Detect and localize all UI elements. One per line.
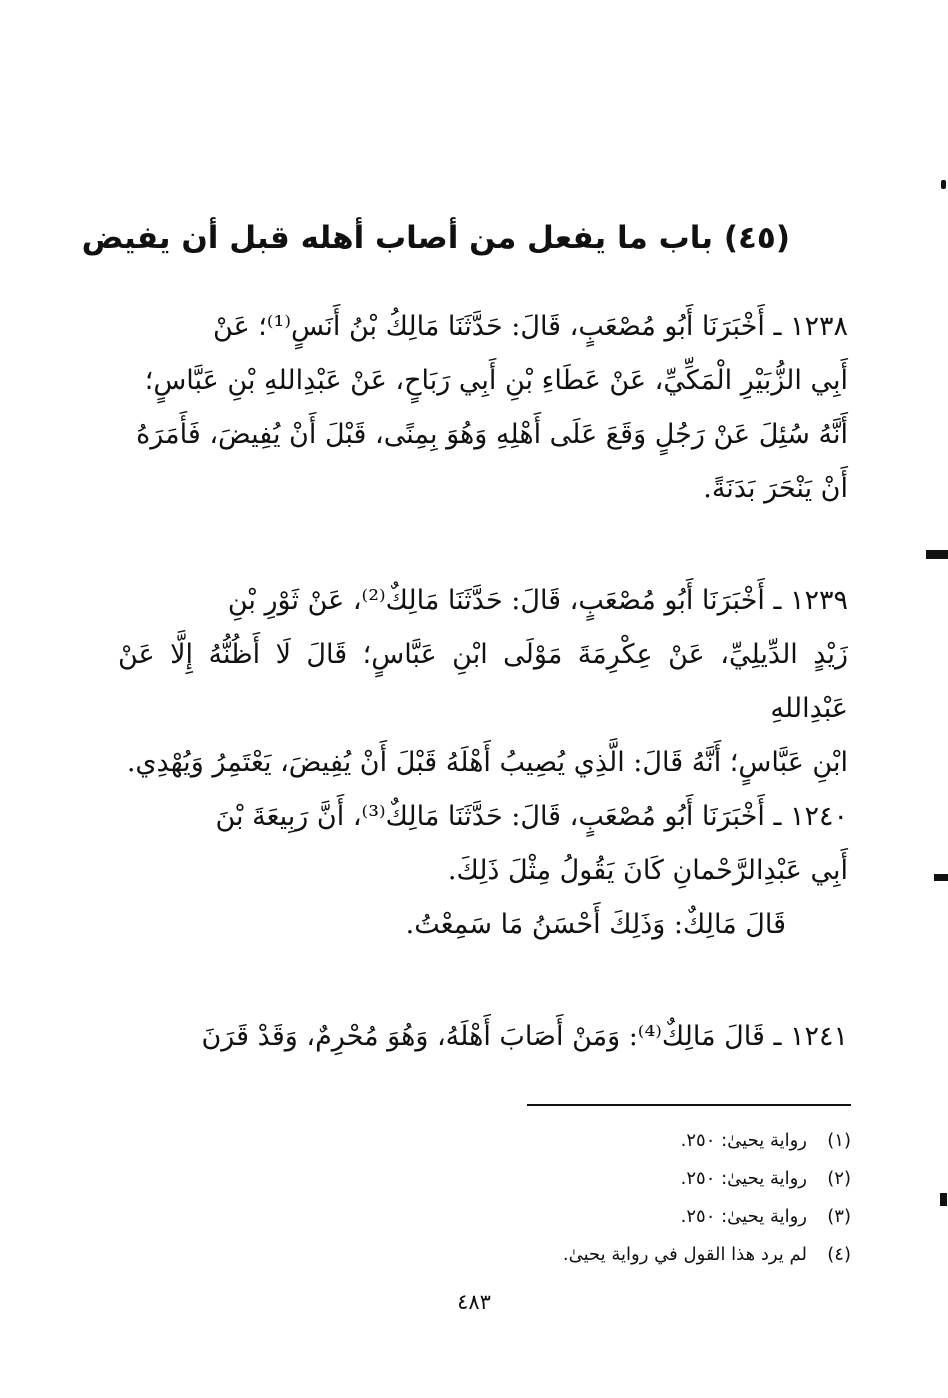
footnote-marker: (٣) [827,1206,851,1227]
footnote-text: رواية يحيىٰ: ٢٥٠. [680,1168,807,1189]
hadith-line: زَيْدٍ الدِّيلِيِّ، عَنْ عِكْرِمَةَ مَوْلَى ابْنِ عَبَّاسٍ؛ قَالَ لَا أَظُنُّهُ إِلَّا عَنْ عَبْدِاللهِ [118,639,848,724]
hadith-1240 [118,790,848,952]
footnote-marker: (١) [827,1130,851,1151]
page-number: ٤٨٣ [457,1290,491,1314]
hadith-line: ١٢٣٩ ـ أَخْبَرَنَا أَبُو مُصْعَبٍ، قَالَ: حَدَّثَنَا مَالِكٌ⁽²⁾، عَنْ ثَوْرِ بْنِ [227,585,848,616]
footnote-item [251,1198,851,1236]
hadith-1239 [118,574,848,790]
hadith-line: ١٢٤١ ـ قَالَ مَالِكٌ⁽⁴⁾: وَمَنْ أَصَابَ أَهْلَهُ، وَهُوَ مُحْرِمٌ، وَقَدْ قَرَنَ [201,1021,848,1052]
malik-comment-line: قَالَ مَالِكٌ: وَذَلِكَ أَحْسَنُ مَا سَمِعْتُ. [405,909,786,940]
footnote-text: رواية يحيىٰ: ٢٥٠. [680,1206,807,1227]
hadith-line: أَنْ يَنْحَرَ بَدَنَةً. [703,473,848,504]
footnote-separator [527,1104,851,1106]
hadith-line: ١٢٤٠ ـ أَخْبَرَنَا أَبُو مُصْعَبٍ، قَالَ: حَدَّثَنَا مَالِكٌ⁽³⁾، أَنَّ رَبِيعَةَ بْنَ [215,801,848,832]
edge-ink-mark [940,1193,947,1206]
hadith-line: أَبِي عَبْدِالرَّحْمانِ كَانَ يَقُولُ مِثْلَ ذَلِكَ. [447,855,848,886]
chapter-title: (٤٥) باب ما يفعل من أصاب أهله قبل أن يفيض [81,219,790,256]
edge-ink-mark [934,874,948,881]
hadith-1238 [118,300,848,516]
footnote-text: لم يرد هذا القول في رواية يحيىٰ. [562,1244,807,1265]
edge-ink-mark [926,550,948,559]
footnote-text: رواية يحيىٰ: ٢٥٠. [680,1130,807,1151]
footnote-item [251,1122,851,1160]
hadith-line: ١٢٣٨ ـ أَخْبَرَنَا أَبُو مُصْعَبٍ، قَالَ: حَدَّثَنَا مَالِكُ بْنُ أَنَسٍ⁽¹⁾؛ عَنْ [213,311,848,342]
footnotes [251,1122,851,1274]
hadith-line: أَبِي الزُّبَيْرِ الْمَكِّيِّ، عَنْ عَطَاءِ بْنِ أَبِي رَبَاحٍ، عَنْ عَبْدِاللهِ بْنِ عَبَّاسٍ؛ [144,365,848,396]
hadith-1241 [118,1010,848,1064]
edge-ink-mark [941,180,946,189]
footnote-item [251,1160,851,1198]
hadith-line: أَنَّهُ سُئِلَ عَنْ رَجُلٍ وَقَعَ عَلَى أَهْلِهِ وَهُوَ بِمِنًى، قَبْلَ أَنْ يُفِيضَ، فَأَمَرَهُ [136,419,848,450]
hadith-line: ابْنِ عَبَّاسٍ؛ أَنَّهُ قَالَ: الَّذِي يُصِيبُ أَهْلَهُ قَبْلَ أَنْ يُفِيضَ، يَعْتَمِرُ وَيُهْدِي. [126,747,848,778]
footnote-marker: (٤) [827,1244,851,1265]
footnote-marker: (٢) [827,1168,851,1189]
footnote-item [251,1236,851,1274]
